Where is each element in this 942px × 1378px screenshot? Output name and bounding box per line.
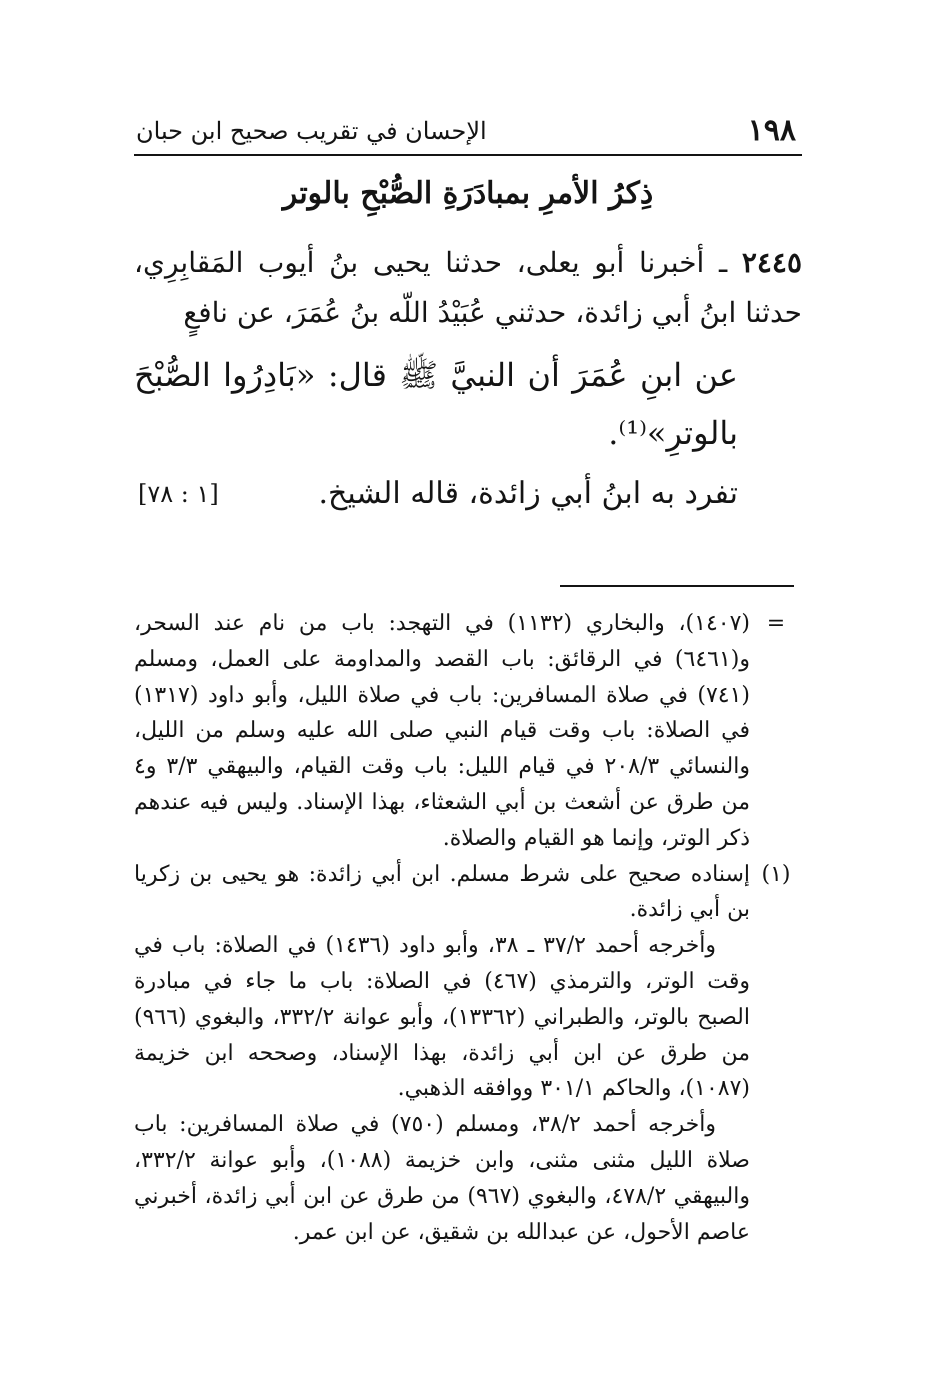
hadith-number: ٢٤٤٥	[741, 246, 802, 279]
hadith-remark: تفرد به ابنُ أبي زائدة، قاله الشيخ.	[318, 476, 738, 511]
footnote-paragraph: (١٤٠٧)، والبخاري (١١٣٢) في التهجد: باب من نام عند السحر، و(٦٤٦١) في الرقائق: باب القصد والمداومة على العمل، ومسلم (٧٤١) في صلاة المسافرين: باب في صلاة الليل، وأبو داود (١٣١٧) في الصلاة: باب وقت قيام النبي صلى الله عليه وسلم من الليل، والنسائي ٢٠٨/٣ في قيام الليل: باب وقت القيام، والبيهقي ٣/٣ و٤ من طرق عن أشعث بن أبي الشعثاء، بهذا الإسناد. وليس فيه عندهم ذكر الوتر، وإنما هو القيام والصلاة.	[134, 611, 750, 851]
hadith-isnad	[134, 238, 802, 338]
page-header	[134, 108, 802, 152]
running-title: الإحسان في تقريب صحيح ابن حبان	[136, 117, 487, 145]
hadith-matn: عن ابنِ عُمَرَ أن النبيَّ ﷺ قال: «بَادِرُوا الصُّبْحَ بالوترِ»⁽¹⁾.	[134, 356, 738, 452]
hadith-remark-line	[134, 470, 802, 520]
footnote-mark: =	[766, 611, 786, 636]
isnad-text: ـ أخبرنا أبو يعلى، حدثنا يحيى بنُ أيوب المَقابِرِي، حدثنا ابنُ أبي زائدة، حدثني عُبَيْدُ اللّه بنُ عُمَرَ، عن نافعٍ	[134, 246, 802, 329]
footnote-paragraph: إسناده صحيح على شرط مسلم. ابن أبي زائدة: هو يحيى بن زكريا بن أبي زائدة.	[134, 861, 750, 923]
footnote-paragraph: وأخرجه أحمد ٣٨/٢، ومسلم (٧٥٠) في صلاة المسافرين: باب صلاة الليل مثنى مثنى، وابن خزيمة (١٠٨٨)، وأبو عوانة ٣٣٢/٢، والبيهقي ٤٧٨/٢، والبغوي (٩٦٧) من طرق عن ابن أبي زائدة، أخبرني عاصم الأحول، عن عبدالله بن شقيق، عن ابن عمر.	[134, 1112, 750, 1245]
source-reference: [١ : ٧٨]	[138, 480, 219, 508]
footnote-separator	[560, 585, 794, 587]
footnote-paragraph: وأخرجه أحمد ٣٧/٢ ـ ٣٨، وأبو داود (١٤٣٦) في الصلاة: باب في وقت الوتر، والترمذي (٤٦٧) في الصلاة: باب ما جاء في مبادرة الصبح بالوتر، والطبراني (١٣٣٦٢)، وأبو عوانة ٣٣٢/٢، والبغوي (٩٦٦) من طرق عن ابن أبي زائدة، بهذا الإسناد، وصححه ابن خزيمة (١٠٨٧)، والحاكم ٣٠١/١ ووافقه الذهبي.	[134, 933, 750, 1102]
footnotes	[134, 606, 802, 1250]
footnote-1	[134, 857, 802, 1251]
header-rule	[134, 154, 802, 156]
footnote-continuation	[134, 606, 802, 857]
chapter-title: ذِكرُ الأمرِ بمبادَرَةِ الصُّبْحِ بالوتر	[282, 176, 654, 211]
page-number: ١٩٨	[747, 113, 796, 148]
footnote-mark: (١)	[761, 861, 791, 887]
